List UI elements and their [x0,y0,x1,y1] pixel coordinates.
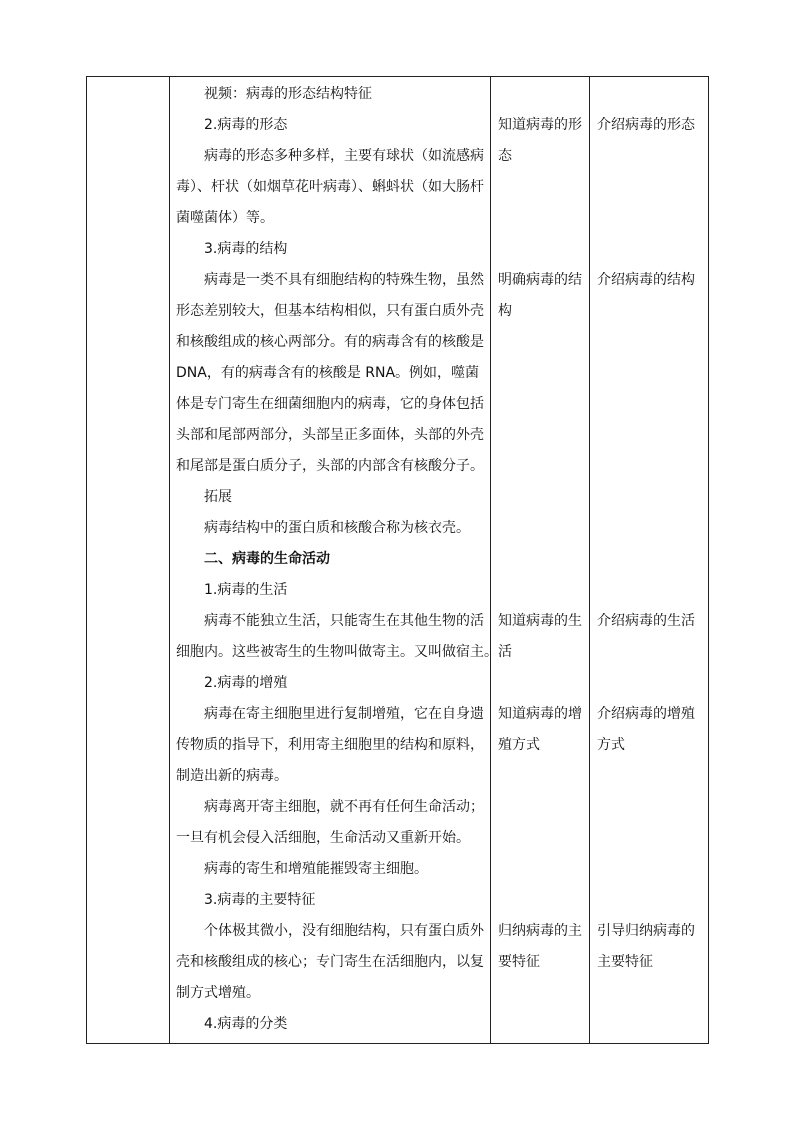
content-line: 病毒的形态多种多样，主要有球状（如流感病 [204,148,484,164]
activity-text: 介绍病毒的增殖 [597,706,695,722]
content-line: 病毒不能独立生活，只能寄生在其他生物的活 [204,613,484,629]
goal-column-cell [491,77,590,1044]
content-line: 一旦有机会侵入活细胞，生命活动又重新开始。 [176,830,470,846]
activity-text: 方式 [597,737,625,753]
content-line: 细胞内。这些被寄生的生物叫做寄主。又叫做宿主。 [176,644,498,660]
content-line: 二、病毒的生命活动 [204,551,330,567]
goal-text: 明确病毒的结 [498,272,582,288]
content-line: 视频：病毒的形态结构特征 [204,86,372,102]
content-line: 制方式增殖。 [176,985,260,1001]
activity-text: 主要特征 [597,954,653,970]
activity-lines [590,77,708,1043]
content-line: 传物质的指导下，利用寄主细胞里的结构和原料， [176,737,484,753]
activity-text: 引导归纳病毒的 [597,923,695,939]
content-line: 毒）、杆状（如烟草花叶病毒）、蝌蚪状（如大肠杆 [176,179,484,195]
content-line: 病毒离开寄主细胞，就不再有任何生命活动； [204,799,484,815]
content-line: 3.病毒的结构 [204,241,288,257]
goal-text: 构 [498,303,512,319]
content-line: 病毒结构中的蛋白质和核酸合称为核衣壳。 [204,520,470,536]
content-line: 1.病毒的生活 [204,582,288,598]
goal-text: 活 [498,644,512,660]
content-line: 拓展 [204,489,232,505]
content-line: 体是专门寄生在细菌细胞内的病毒，它的身体包括 [176,396,484,412]
goal-lines [491,77,589,1043]
content-line: 病毒是一类不具有细胞结构的特殊生物，虽然 [204,272,484,288]
lesson-plan-table [86,76,709,1044]
goal-text: 要特征 [498,954,540,970]
activity-text: 介绍病毒的形态 [597,117,695,133]
content-line: 2.病毒的形态 [204,117,288,133]
activity-text: 介绍病毒的生活 [597,613,695,629]
content-line: 和核酸组成的核心两部分。有的病毒含有的核酸是 [176,334,484,350]
content-lines [170,77,498,1043]
content-line: 和尾部是蛋白质分子，头部的内部含有核酸分子。 [176,458,484,474]
goal-text: 知道病毒的增 [498,706,582,722]
content-line: 壳和核酸组成的核心；专门寄生在活细胞内，以复 [176,954,484,970]
content-line: 制造出新的病毒。 [176,768,288,784]
goal-text: 态 [498,148,512,164]
content-line: 4.病毒的分类 [204,1016,288,1032]
content-line: DNA，有的病毒含有的核酸是 RNA。例如，噬菌 [176,365,480,381]
content-line: 2.病毒的增殖 [204,675,288,691]
goal-text: 归纳病毒的主 [498,923,582,939]
goal-text: 知道病毒的形 [498,117,582,133]
table-row [87,77,709,1044]
content-line: 形态差别较大，但基本结构相似，只有蛋白质外壳 [176,303,484,319]
content-line: 头部和尾部两部分，头部呈正多面体，头部的外壳 [176,427,484,443]
content-line: 病毒的寄生和增殖能摧毁寄主细胞。 [204,861,428,877]
activity-column-cell [590,77,709,1044]
content-line: 病毒在寄主细胞里进行复制增殖，它在自身遗 [204,706,484,722]
content-line: 3.病毒的主要特征 [204,892,316,908]
activity-text: 介绍病毒的结构 [597,272,695,288]
goal-text: 殖方式 [498,737,540,753]
goal-text: 知道病毒的生 [498,613,582,629]
content-line: 菌噬菌体）等。 [176,210,274,226]
content-column-cell [170,77,498,1044]
blank-column-cell [87,77,170,1044]
content-line: 个体极其微小，没有细胞结构，只有蛋白质外 [204,923,484,939]
